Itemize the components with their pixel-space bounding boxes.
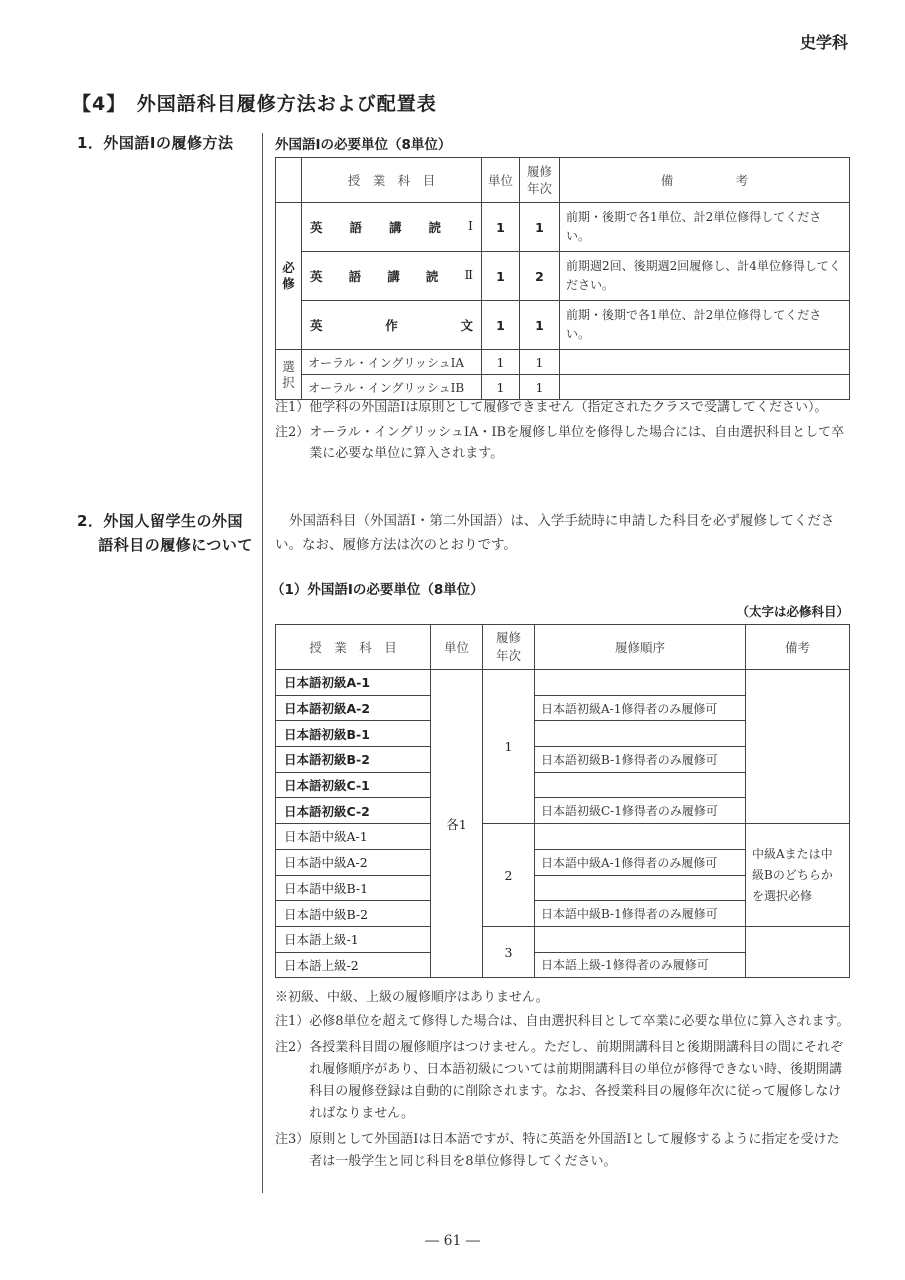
remarks-cell: 中級Aまたは中級Bのどちらかを選択必修	[746, 824, 850, 927]
subject-cell: 日本語中級A-2	[276, 849, 431, 875]
order-cell: 日本語初級B-1修得者のみ履修可	[535, 747, 746, 773]
year-cell: 2	[520, 252, 560, 301]
note-label: 注2）	[275, 425, 310, 440]
subject-char: 英	[310, 318, 323, 333]
subject-cell: オーラル・イングリッシュⅠB	[302, 375, 482, 400]
required-group-label: 必 修	[276, 203, 302, 350]
remarks-cell: 前期週2回、後期週2回履修し、計4単位修得してください。	[560, 252, 850, 301]
credits-cell: 1	[482, 203, 520, 252]
subject-cell	[302, 252, 482, 301]
section2-title: 2．外国人留学生の外国 語科目の履修について	[77, 512, 253, 554]
year-cell: 1	[520, 203, 560, 252]
header-subject: 授 業 科 目	[276, 625, 431, 670]
department-label: 史学科	[799, 33, 848, 52]
remarks-cell: 前期・後期で各1単位、計2単位修得してください。	[560, 301, 850, 350]
year-cell: 1	[483, 670, 535, 824]
subject-char: 語	[349, 220, 363, 235]
note-text: 各授業科目間の履修順序はつけません。ただし、前期開講科目と後期開講科目の間にそれぞれ履修順序があり、日本語初級については前期開講科目の単位が修得できない時、後期開講科目の履修登録は自動的に削除されます。なお、各授業科目の履修年次に従って履修しなければなりません。	[309, 1040, 844, 1121]
subject-char: Ⅰ	[468, 218, 473, 233]
header-credits: 単位	[482, 158, 520, 203]
header-year: 履修 年次	[520, 158, 560, 203]
subject-cell: 日本語初級B-1	[276, 721, 431, 747]
note-text: オーラル・イングリッシュⅠA・ⅠBを履修し単位を修得した場合には、自由選択科目として卒業に必要な単位に算入されます。	[309, 425, 845, 461]
header-year: 履修 年次	[483, 625, 535, 670]
section2-intro: 外国語科目（外国語Ⅰ・第二外国語）は、入学手続時に申請した科目を必ず履修してください。なお、履修方法は次のとおりです。	[275, 513, 835, 553]
subject-char: 英	[310, 220, 323, 235]
foreign-language-1-table	[275, 157, 850, 400]
header-credits: 単位	[431, 625, 483, 670]
note-text: 他学科の外国語Ⅰは原則として履修できません（指定されたクラスで受講してください）。	[309, 400, 828, 415]
footnote: ※初級、中級、上級の履修順序はありません。	[275, 990, 549, 1005]
note-item	[275, 397, 851, 418]
subject-char: Ⅱ	[464, 267, 473, 282]
subject-cell: 日本語初級A-2	[276, 695, 431, 721]
note-text: 原則として外国語Ⅰは日本語ですが、特に英語を外国語Ⅰとして履修するように指定を受けた者は一般学生と同じ科目を8単位修得してください。	[309, 1132, 840, 1169]
order-cell	[535, 772, 746, 798]
header-order: 履修順序	[535, 625, 746, 670]
table-row	[276, 252, 850, 301]
section2-table-title: （1）外国語Ⅰの必要単位（8単位）	[271, 582, 484, 598]
column-divider	[262, 133, 263, 1193]
table-row	[276, 824, 850, 850]
table-header-row	[276, 625, 850, 670]
section2-notes	[275, 987, 851, 1173]
remarks-cell	[560, 350, 850, 375]
subject-cell: 日本語初級A-1	[276, 670, 431, 696]
note-item	[275, 1011, 851, 1033]
subject-cell: 日本語中級A-1	[276, 824, 431, 850]
subject-char: 文	[460, 318, 473, 333]
order-cell	[535, 721, 746, 747]
subject-cell: 日本語初級C-2	[276, 798, 431, 824]
year-cell: 2	[483, 824, 535, 927]
table-row	[276, 350, 850, 375]
header-subject: 授 業 科 目	[302, 158, 482, 203]
remarks-cell: 前期・後期で各1単位、計2単位修得してください。	[560, 203, 850, 252]
subject-char: 講	[387, 269, 400, 284]
credits-cell: 1	[482, 375, 520, 400]
subject-cell: 日本語上級-2	[276, 952, 431, 978]
credits-cell: 各1	[431, 670, 483, 978]
subject-char: 読	[425, 269, 439, 284]
subject-cell	[302, 203, 482, 252]
subject-cell: 日本語上級-1	[276, 926, 431, 952]
note-label: 注1）	[275, 400, 310, 415]
order-cell: 日本語上級-1修得者のみ履修可	[535, 952, 746, 978]
subject-cell	[302, 301, 482, 350]
note-label: 注1）	[275, 1014, 310, 1029]
table-row	[276, 301, 850, 350]
note-item	[275, 1129, 851, 1173]
order-cell	[535, 824, 746, 850]
header-remarks: 備 考	[560, 158, 850, 203]
order-cell: 日本語初級C-1修得者のみ履修可	[535, 798, 746, 824]
bold-legend-note: （太字は必修科目）	[736, 604, 849, 619]
order-cell: 日本語初級A-1修得者のみ履修可	[535, 695, 746, 721]
order-cell: 日本語中級A-1修得者のみ履修可	[535, 849, 746, 875]
credits-cell: 1	[482, 252, 520, 301]
remarks-cell	[746, 926, 850, 977]
note-item	[275, 1037, 851, 1125]
order-cell	[535, 875, 746, 901]
year-cell: 3	[483, 926, 535, 977]
note-label: 注2）	[275, 1040, 310, 1055]
table-row	[276, 926, 850, 952]
order-cell	[535, 926, 746, 952]
remarks-cell	[746, 670, 850, 824]
section1-title: 1．外国語Ⅰの履修方法	[77, 134, 234, 152]
section1-table-title: 外国語Ⅰの必要単位（8単位）	[275, 137, 452, 153]
year-cell: 1	[520, 350, 560, 375]
credits-cell: 1	[482, 301, 520, 350]
section1-notes	[275, 397, 851, 464]
note-item	[275, 422, 851, 464]
credits-cell: 1	[482, 350, 520, 375]
note-text: 必修8単位を超えて修得した場合は、自由選択科目として卒業に必要な単位に算入されます。	[309, 1014, 850, 1029]
page-heading: 【4】 外国語科目履修方法および配置表	[72, 93, 437, 115]
year-cell: 1	[520, 375, 560, 400]
remarks-cell	[560, 375, 850, 400]
table-row	[276, 203, 850, 252]
subject-cell: 日本語中級B-1	[276, 875, 431, 901]
international-student-table	[275, 624, 850, 978]
table-row	[276, 375, 850, 400]
note-label: 注3）	[275, 1132, 310, 1147]
subject-cell: 日本語中級B-2	[276, 901, 431, 927]
subject-cell: 日本語初級B-2	[276, 747, 431, 773]
page-number: ― 61 ―	[425, 1233, 480, 1249]
year-cell: 1	[520, 301, 560, 350]
order-cell: 日本語中級B-1修得者のみ履修可	[535, 901, 746, 927]
elective-group-label: 選 択	[276, 350, 302, 400]
subject-char: 作	[385, 318, 398, 333]
subject-cell: 日本語初級C-1	[276, 772, 431, 798]
subject-char: 語	[348, 269, 362, 284]
table-header-row	[276, 158, 850, 203]
header-remarks: 備考	[746, 625, 850, 670]
order-cell	[535, 670, 746, 696]
subject-char: 読	[428, 220, 442, 235]
subject-char: 講	[389, 220, 402, 235]
table-row	[276, 670, 850, 696]
subject-char: 英	[310, 269, 323, 284]
header-blank	[276, 158, 302, 203]
subject-cell: オーラル・イングリッシュⅠA	[302, 350, 482, 375]
